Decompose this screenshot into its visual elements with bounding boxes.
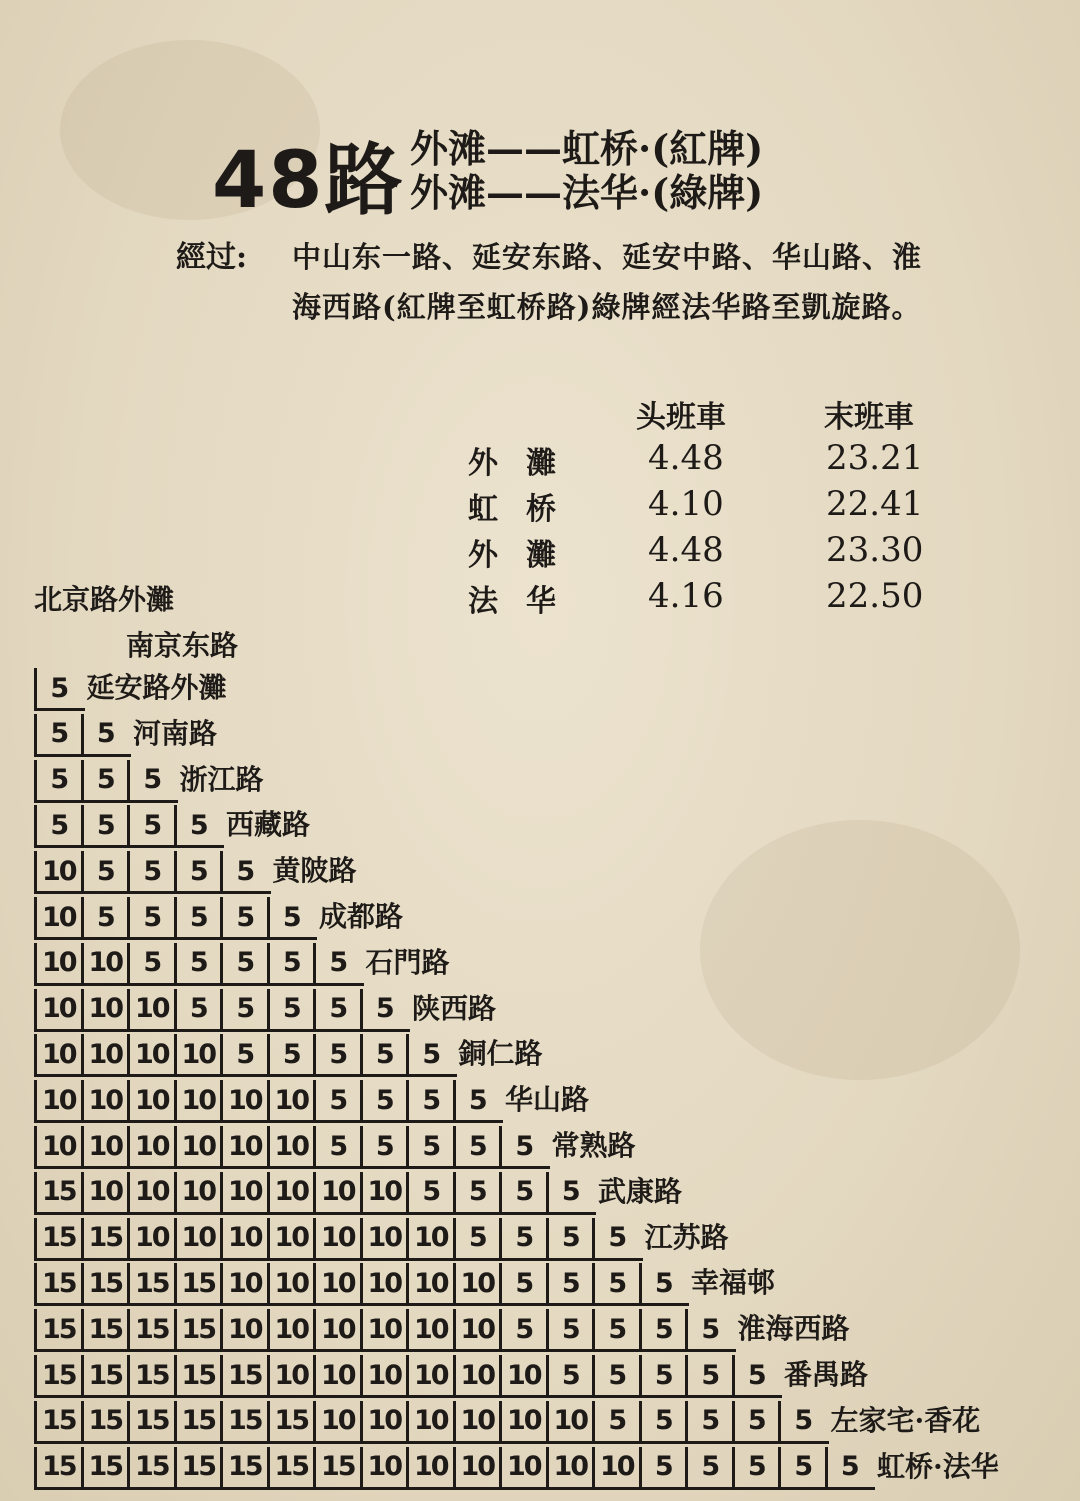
timetable-last-time: 22.41: [826, 484, 924, 524]
fare-row: [34, 1351, 868, 1395]
fare-cell: 10: [174, 1172, 221, 1212]
fare-cell: 15: [127, 1309, 174, 1349]
fare-row: [34, 985, 496, 1029]
fare-cell: 10: [220, 1263, 267, 1303]
fare-cell: 15: [220, 1355, 267, 1395]
fare-cell: 5: [453, 1218, 500, 1258]
fare-row: [34, 1443, 999, 1487]
fare-cell: 5: [127, 805, 174, 845]
fare-stop-name: 武康路: [598, 1174, 683, 1208]
fare-cell: 5: [546, 1263, 593, 1303]
fare-cell: 15: [81, 1263, 128, 1303]
fare-cell: 5: [267, 989, 314, 1029]
fare-cell: 10: [313, 1401, 360, 1441]
fare-cell: 10: [453, 1401, 500, 1441]
fare-cell: 5: [592, 1401, 639, 1441]
fare-row: [34, 664, 227, 708]
header-first-bus: 头班車: [636, 400, 726, 435]
timetable-last-time: 22.50: [826, 576, 924, 616]
fare-cell: 10: [453, 1263, 500, 1303]
fare-cell: 10: [34, 897, 81, 937]
fare-cell: 15: [81, 1355, 128, 1395]
fare-cell: 10: [406, 1355, 453, 1395]
fare-cell: 10: [360, 1447, 407, 1487]
fare-cell: 5: [127, 851, 174, 891]
fare-cell: 5: [499, 1172, 546, 1212]
fare-cell: 10: [406, 1447, 453, 1487]
route-number: 48路: [212, 136, 405, 226]
fare-cell: 15: [127, 1401, 174, 1441]
fare-cell: 10: [406, 1263, 453, 1303]
fare-stop-name: 成都路: [319, 900, 404, 933]
fare-cell: 5: [685, 1401, 732, 1441]
fare-stop-name: 浙江路: [179, 762, 264, 796]
fare-cell: 15: [267, 1401, 314, 1441]
fare-cell: 5: [174, 989, 221, 1029]
fare-cell: 15: [220, 1401, 267, 1441]
fare-cell: 15: [313, 1447, 360, 1487]
fare-cell: 15: [174, 1309, 221, 1349]
fare-cell: 10: [406, 1401, 453, 1441]
fare-row: [34, 756, 264, 800]
fare-cell: 15: [34, 1218, 81, 1258]
fare-row: [34, 1397, 980, 1441]
timetable-first-time: 4.10: [648, 484, 724, 524]
fare-cell: 10: [81, 1172, 128, 1212]
fare-cell: 5: [499, 1126, 546, 1166]
fare-cell: 5: [360, 1080, 407, 1120]
fare-row: [34, 1076, 589, 1120]
fare-cell: 10: [313, 1218, 360, 1258]
fare-cell: 10: [406, 1309, 453, 1349]
fare-cell: 15: [34, 1447, 81, 1487]
fare-cell: 10: [34, 943, 81, 983]
fare-cell: 5: [592, 1309, 639, 1349]
fare-stop-name: 虹桥·法华: [877, 1449, 999, 1483]
fare-cell: 10: [267, 1080, 314, 1120]
fare-stop-name: 延安路外灘: [86, 671, 227, 704]
fare-cell: 10: [499, 1401, 546, 1441]
fare-cell: 10: [127, 1126, 174, 1166]
fare-row: [34, 801, 310, 845]
fare-cell: 10: [360, 1355, 407, 1395]
fare-cell: 5: [360, 1034, 407, 1074]
fare-cell: 10: [267, 1172, 314, 1212]
fare-cell: 5: [81, 897, 128, 937]
fare-cell: 10: [34, 1080, 81, 1120]
fare-cell: 5: [592, 1263, 639, 1303]
route-line-red: 外滩——虹桥·(紅牌): [410, 126, 764, 171]
fare-cell: 15: [81, 1218, 128, 1258]
fare-cell: 5: [313, 1126, 360, 1166]
fare-cell: 5: [174, 897, 221, 937]
fare-cell: 5: [546, 1172, 593, 1212]
timetable-first-time: 4.48: [648, 530, 724, 570]
fare-cell: 5: [220, 943, 267, 983]
fare-cell: 15: [34, 1401, 81, 1441]
timetable-stop: 外灘: [468, 538, 584, 573]
fare-cell: 5: [174, 805, 221, 845]
fare-cell: 10: [360, 1263, 407, 1303]
fare-cell: 10: [220, 1126, 267, 1166]
fare-cell: 10: [220, 1080, 267, 1120]
fare-cell: 10: [220, 1218, 267, 1258]
fare-start-stop: 南京东路: [126, 629, 239, 662]
fare-cell: 5: [220, 897, 267, 937]
fare-cell: 10: [360, 1401, 407, 1441]
timetable-last-time: 23.21: [826, 438, 924, 478]
fare-cell: 5: [732, 1355, 779, 1395]
fare-cell: 10: [546, 1447, 593, 1487]
fare-cell: 10: [313, 1172, 360, 1212]
fare-cell: 10: [127, 989, 174, 1029]
fare-cell: 5: [81, 805, 128, 845]
fare-cell: 15: [174, 1401, 221, 1441]
fare-row: [34, 847, 357, 891]
fare-cell: 15: [34, 1309, 81, 1349]
fare-cell: 10: [360, 1218, 407, 1258]
fare-cell: 10: [453, 1447, 500, 1487]
fare-cell: 5: [313, 943, 360, 983]
fare-cell: 10: [499, 1447, 546, 1487]
fare-cell: 5: [81, 851, 128, 891]
fare-cell: 5: [685, 1309, 732, 1349]
fare-cell: 10: [453, 1309, 500, 1349]
fare-cell: 5: [34, 760, 81, 800]
fare-row-divider: [34, 1487, 875, 1490]
fare-cell: 5: [313, 989, 360, 1029]
fare-stop-name: 左家宅·香花: [830, 1403, 981, 1437]
fare-row: [34, 1030, 543, 1074]
fare-stop-name: 陕西路: [412, 991, 497, 1025]
fare-cell: 5: [778, 1447, 825, 1487]
fare-cell: 5: [546, 1309, 593, 1349]
fare-cell: 5: [546, 1218, 593, 1258]
fare-cell: 5: [592, 1218, 639, 1258]
fare-cell: 5: [825, 1447, 872, 1487]
fare-cell: 5: [592, 1355, 639, 1395]
fare-cell: 5: [406, 1126, 453, 1166]
fare-cell: 5: [685, 1355, 732, 1395]
fare-row: [34, 893, 403, 937]
fare-cell: 10: [174, 1080, 221, 1120]
fare-cell: 15: [127, 1355, 174, 1395]
fare-cell: 10: [267, 1218, 314, 1258]
fare-cell: 10: [406, 1218, 453, 1258]
fare-cell: 5: [174, 943, 221, 983]
fare-cell: 5: [34, 668, 81, 708]
fare-cell: 5: [220, 1034, 267, 1074]
fare-cell: 10: [81, 989, 128, 1029]
fare-cell: 15: [174, 1447, 221, 1487]
fare-cell: 5: [639, 1263, 686, 1303]
fare-cell: 15: [81, 1309, 128, 1349]
fare-cell: 10: [81, 1080, 128, 1120]
fare-cell: 15: [220, 1447, 267, 1487]
fare-cell: 10: [313, 1263, 360, 1303]
fare-cell: 10: [127, 1172, 174, 1212]
fare-cell: 5: [406, 1034, 453, 1074]
fare-stop-name: 西藏路: [226, 808, 311, 842]
header-last-bus: 末班車: [824, 400, 914, 435]
fare-cell: 10: [220, 1309, 267, 1349]
via-text: 中山东一路、延安东路、延安中路、华山路、淮海西路(紅牌至虹桥路)綠牌經法华路至凱旋路。: [292, 240, 923, 324]
route-line-green: 外滩——法华·(綠牌): [410, 170, 764, 215]
fare-cell: 5: [220, 851, 267, 891]
fare-row: [34, 939, 450, 983]
fare-row: [34, 1214, 729, 1258]
fare-row: [34, 1168, 682, 1212]
fare-stop-name: 黄陂路: [272, 854, 357, 888]
fare-cell: 5: [639, 1355, 686, 1395]
fare-cell: 15: [127, 1263, 174, 1303]
fare-cell: 5: [499, 1263, 546, 1303]
fare-cell: 10: [453, 1355, 500, 1395]
fare-row: [34, 1259, 775, 1303]
fare-cell: 10: [81, 943, 128, 983]
fare-cell: 5: [313, 1034, 360, 1074]
fare-cell: 5: [34, 805, 81, 845]
fare-cell: 5: [685, 1447, 732, 1487]
fare-cell: 10: [81, 1126, 128, 1166]
fare-stop-name: 河南路: [133, 716, 218, 750]
fare-cell: 10: [220, 1172, 267, 1212]
timetable-last-time: 23.30: [826, 530, 924, 570]
fare-cell: 5: [81, 760, 128, 800]
fare-start-stop: 北京路外灘: [34, 583, 175, 616]
fare-cell: 5: [81, 714, 128, 754]
fare-stop-name: 番禺路: [784, 1358, 869, 1391]
fare-cell: 5: [174, 851, 221, 891]
fare-cell: 10: [313, 1355, 360, 1395]
fare-cell: 10: [127, 1218, 174, 1258]
fare-cell: 5: [127, 943, 174, 983]
fare-cell: 15: [267, 1447, 314, 1487]
fare-stop-name: 銅仁路: [458, 1037, 543, 1071]
fare-cell: 5: [778, 1401, 825, 1441]
fare-cell: 10: [592, 1447, 639, 1487]
fare-cell: 5: [406, 1172, 453, 1212]
fare-cell: 10: [34, 851, 81, 891]
fare-cell: 5: [453, 1172, 500, 1212]
fare-cell: 15: [127, 1447, 174, 1487]
fare-cell: 5: [360, 989, 407, 1029]
fare-cell: 5: [732, 1447, 779, 1487]
timetable-stop: 外灘: [468, 446, 584, 481]
fare-stop-name: 淮海西路: [737, 1312, 850, 1346]
fare-cell: 10: [34, 1126, 81, 1166]
fare-cell: 5: [267, 897, 314, 937]
fare-cell: 5: [220, 989, 267, 1029]
fare-cell: 10: [360, 1309, 407, 1349]
fare-cell: 15: [34, 1263, 81, 1303]
fare-cell: 10: [34, 989, 81, 1029]
fare-cell: 5: [499, 1309, 546, 1349]
fare-cell: 5: [127, 897, 174, 937]
fare-cell: 5: [499, 1218, 546, 1258]
fare-stop-name: 常熟路: [551, 1129, 636, 1162]
fare-row: [34, 1305, 850, 1349]
fare-cell: 10: [499, 1355, 546, 1395]
fare-cell: 10: [267, 1126, 314, 1166]
via-label: 經过:: [176, 240, 248, 275]
timetable-first-time: 4.48: [648, 438, 724, 478]
fare-cell: 10: [267, 1263, 314, 1303]
fare-cell: 5: [360, 1126, 407, 1166]
fare-cell: 15: [81, 1401, 128, 1441]
fare-cell: 5: [639, 1309, 686, 1349]
fare-cell: 10: [174, 1126, 221, 1166]
fare-cell: 10: [34, 1034, 81, 1074]
fare-cell: 10: [360, 1172, 407, 1212]
fare-stop-name: 幸福邨: [691, 1266, 776, 1300]
fare-cell: 5: [267, 1034, 314, 1074]
fare-cell: 10: [546, 1401, 593, 1441]
fare-cell: 5: [453, 1080, 500, 1120]
fare-cell: 10: [81, 1034, 128, 1074]
fare-cell: 10: [127, 1080, 174, 1120]
fare-stop-name: 华山路: [505, 1083, 590, 1117]
fare-cell: 10: [174, 1034, 221, 1074]
fare-row: [34, 1122, 636, 1166]
fare-stop-name: 江苏路: [644, 1220, 729, 1254]
fare-cell: 5: [313, 1080, 360, 1120]
fare-cell: 5: [732, 1401, 779, 1441]
fare-cell: 15: [34, 1355, 81, 1395]
fare-cell: 15: [174, 1355, 221, 1395]
fare-cell: 5: [453, 1126, 500, 1166]
timetable-stop: 虹桥: [468, 492, 584, 527]
fare-cell: 5: [639, 1401, 686, 1441]
fare-cell: 5: [546, 1355, 593, 1395]
timetable-first-time: 4.16: [648, 576, 724, 616]
fare-cell: 15: [81, 1447, 128, 1487]
fare-cell: 5: [267, 943, 314, 983]
fare-cell: 10: [174, 1218, 221, 1258]
fare-row: [34, 710, 217, 754]
fare-cell: 10: [127, 1034, 174, 1074]
fare-cell: 5: [406, 1080, 453, 1120]
fare-cell: 5: [127, 760, 174, 800]
fare-cell: 10: [313, 1309, 360, 1349]
paper-stain: [700, 820, 1020, 1080]
fare-cell: 10: [267, 1309, 314, 1349]
fare-cell: 15: [34, 1172, 81, 1212]
timetable-stop: 法华: [468, 584, 584, 619]
fare-cell: 5: [639, 1447, 686, 1487]
fare-cell: 5: [34, 714, 81, 754]
fare-stop-name: 石門路: [365, 945, 450, 979]
fare-cell: 10: [267, 1355, 314, 1395]
fare-cell: 15: [174, 1263, 221, 1303]
